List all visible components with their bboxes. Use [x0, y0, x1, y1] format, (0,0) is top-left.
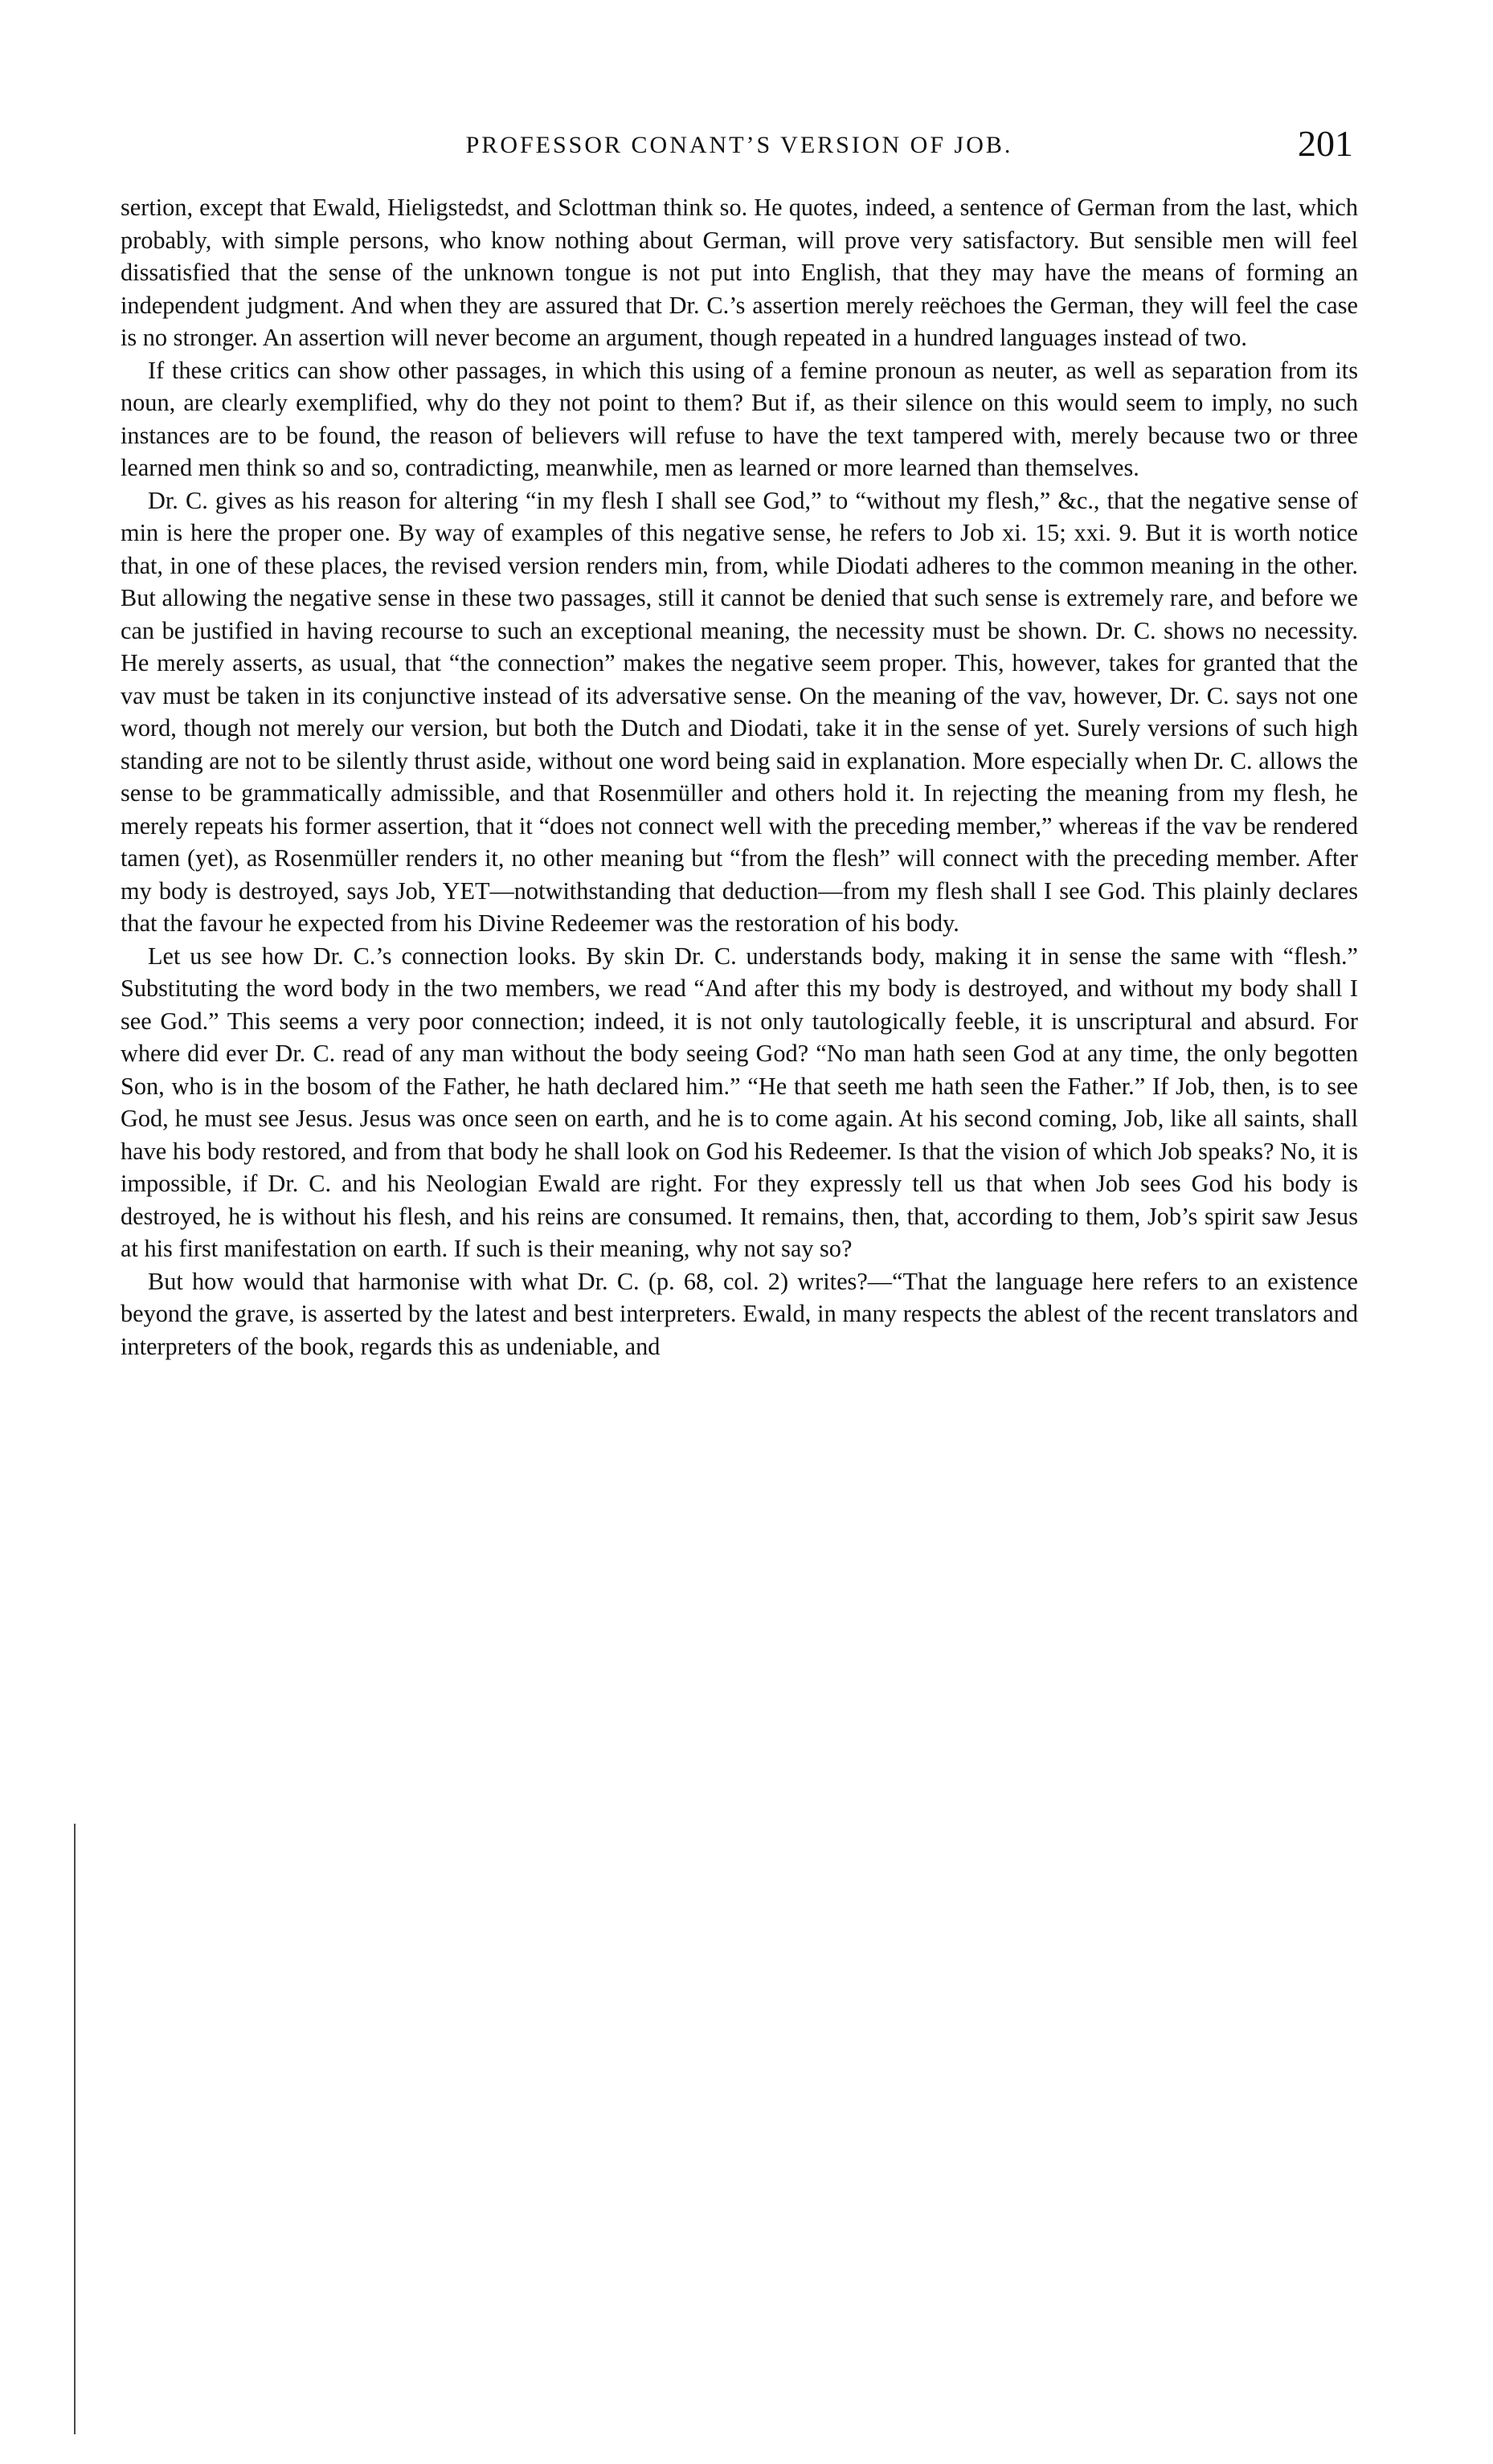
running-title: PROFESSOR CONANT’S VERSION OF JOB. — [465, 132, 1013, 158]
running-head — [121, 121, 1358, 177]
paragraph-critics-passages: If these critics can show other passages, in which this using of a femine pronoun as neuter, as well as separation from its noun, are clearly exemplified, why do they not point to them? But if, as their silence on this would seem to imply, no such instances are to be found, the reason of believers will refuse to have the text tampered with, merely because two or three learned men think so and so, contradicting, meanwhile, men as learned or more learned than themselves. — [121, 356, 1358, 481]
paragraph-harmonise: But how would that harmonise with what Dr. C. (p. 68, col. 2) writes?—“That the language here refers to an existence beyond the grave, is asserted by the latest and best interpreters. Ewald, in many respects the ablest of the recent translators and interpreters of the book, regards this as undeniable, and — [121, 1267, 1358, 1360]
paragraph-continuation: sertion, except that Ewald, Hieligstedst, and Sclottman think so. He quotes, indeed, a sentence of German from the last, which probably, with simple persons, who know nothing about German, will prove very satisfactory. But sensible men will feel dissatisfied that the sense of the unknown tongue is not put into English, that they may have the means of forming an independent judgment. And when they are assured that Dr. C.’s assertion merely reëchoes the German, they will feel the case is no stronger. An assertion will never become an argument, though repeated in a hundred languages instead of two. — [121, 194, 1358, 351]
body-text — [121, 191, 1358, 1363]
page — [121, 121, 1358, 2418]
page-number: 201 — [1298, 123, 1353, 164]
paragraph-negative-sense: Dr. C. gives as his reason for altering “in my flesh I shall see God,” to “without my flesh,” &c., that the negative sense of min is here the proper one. By way of examples of this negative sense, he refers to Job xi. 15; xxi. 9. But it is worth notice that, in one of these places, the revised version renders min, from, while Diodati adheres to the common meaning in the other. But allowing the negative sense in these two passages, still it cannot be denied that such sense is extremely rare, and before we can be justified in having recourse to such an exceptional meaning, the necessity must be shown. Dr. C. shows no necessity. He merely asserts, as usual, that “the connection” makes the negative seem proper. This, however, takes for granted that the vav must be taken in its conjunctive instead of its adversative sense. On the meaning of the vav, however, Dr. C. says not one word, though not merely our version, but both the Dutch and Diodati, take it in the sense of yet. Surely versions of such high standing are not to be silently thrust aside, without one word being said in explanation. More especially when Dr. C. allows the sense to be grammatically admissible, and that Rosenmüller and others hold it. In rejecting the meaning from my flesh, he merely repeats his former assertion, that it “does not connect well with the preceding member,” whereas if the vav be rendered tamen (yet), as Rosenmüller renders it, no other meaning but “from the flesh” will connect with the preceding member. After my body is destroyed, says Job, YET—notwithstanding that deduction—from my flesh shall I see God. This plainly declares that the favour he expected from his Divine Redeemer was the restoration of his body. — [121, 486, 1358, 937]
margin-rule — [74, 1824, 76, 2434]
paragraph-connection: Let us see how Dr. C.’s connection looks. By skin Dr. C. understands body, making it in sense the same with “flesh.” Substituting the word body in the two members, we read “And after this my body is destroyed, and without my body shall I see God.” This seems a very poor connection; indeed, it is not only tautologically feeble, it is unscriptural and absurd. For where did ever Dr. C. read of any man without the body seeing God? “No man hath seen God at any time, the only begotten Son, who is in the bosom of the Father, he hath declared him.” “He that seeth me hath seen the Father.” If Job, then, is to see God, he must see Jesus. Jesus was once seen on earth, and he is to come again. At his second coming, Job, like all saints, shall have his body restored, and from that body he shall look on God his Redeemer. Is that the vision of which Job speaks? No, it is impossible, if Dr. C. and his Neologian Ewald are right. For they expressly tell us that when Job sees God his body is destroyed, he is without his flesh, and his reins are consumed. It remains, then, that, according to them, Job’s spirit saw Jesus at his first manifestation on earth. If such is their meaning, why not say so? — [121, 942, 1358, 1262]
